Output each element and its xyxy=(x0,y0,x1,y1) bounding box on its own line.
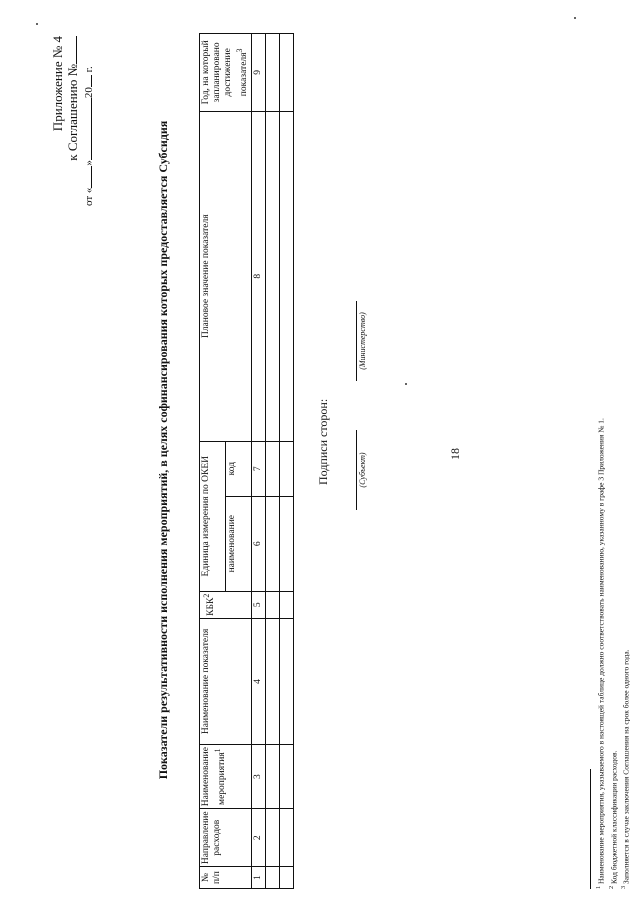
col-num: 4 xyxy=(252,618,266,744)
footnote-1: $^1$ Наименование мероприятия, указываемого в настоящей таблице должно соответствовать наименованию, указанному в графе 3 Приложения № 1. xyxy=(595,418,606,889)
footnote-2: $^2$ Код бюджетной классификации расходов. xyxy=(607,750,618,889)
indicators-table xyxy=(199,33,294,889)
col-num: 6 xyxy=(252,496,266,591)
page-number: 18 xyxy=(448,448,462,460)
col-num: 7 xyxy=(252,441,266,496)
col-num: 3 xyxy=(252,745,266,809)
header-unit-name: наименование xyxy=(226,496,252,591)
header-year: Год, на который запланировано достижение показателя$^3$ xyxy=(200,34,252,112)
table-row xyxy=(266,34,280,889)
subject-signature-line: (Субъект) xyxy=(356,430,367,510)
col-num: 8 xyxy=(252,111,266,441)
appendix-label: Приложение № 4 xyxy=(50,36,65,132)
table-row xyxy=(280,34,294,889)
agreement-ref xyxy=(65,36,80,206)
header-plan: Плановое значение показателя xyxy=(200,111,252,441)
date-prefix: от « xyxy=(83,187,95,206)
header-unit: Единица измерения по ОКЕИ xyxy=(200,441,226,591)
table-header-row xyxy=(200,34,226,889)
ministry-signature-line: (Министерство) xyxy=(356,301,367,381)
appendix-header xyxy=(50,36,97,206)
footnote-divider xyxy=(590,769,591,889)
header-indicator: Наименование показателя xyxy=(200,618,252,744)
signatures-title: Подписи сторон: xyxy=(316,398,330,485)
agreement-label: к Соглашению № xyxy=(65,64,80,161)
year-prefix: 20 xyxy=(83,87,95,99)
scan-speck xyxy=(574,17,576,19)
column-number-row xyxy=(252,34,266,889)
header-unit-code: код xyxy=(226,441,252,496)
col-num: 2 xyxy=(252,809,266,867)
scan-speck xyxy=(405,383,407,385)
col-num: 9 xyxy=(252,34,266,112)
date-mid: » xyxy=(83,160,95,166)
header-kbk: КБК$^2$ xyxy=(200,591,252,618)
footnotes xyxy=(594,9,632,889)
header-direction: Направление расходов xyxy=(200,809,252,867)
document-title: Показатели результативности исполнения мероприятий, в целях софинансирования которых предоставляется Субсидия xyxy=(156,120,170,780)
year-suffix: г. xyxy=(83,66,95,73)
col-num: 5 xyxy=(252,591,266,618)
header-event: Наименование мероприятия$^1$ xyxy=(200,745,252,809)
col-num: 1 xyxy=(252,867,266,889)
footnote-3: $^3$ Заполняется в случае заключения Соглашения на срок более одного года. xyxy=(620,649,631,889)
agreement-date xyxy=(80,36,97,206)
scan-speck xyxy=(36,23,38,25)
header-no: № п/п xyxy=(200,867,252,889)
